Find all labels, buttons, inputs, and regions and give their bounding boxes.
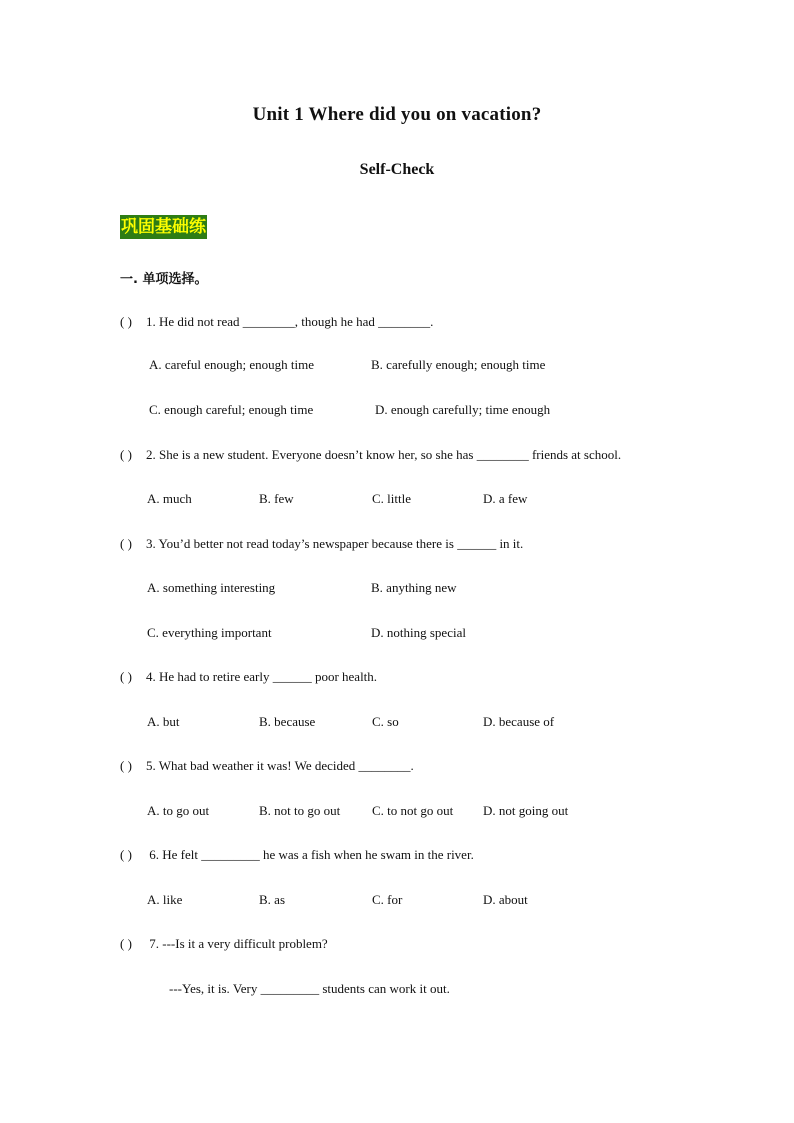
question-1	[120, 314, 433, 330]
option-d: D. because of	[483, 714, 555, 729]
option-a: A. careful enough; enough time	[149, 357, 314, 372]
option-a: A. but	[147, 714, 180, 729]
question-text: 6. He felt	[146, 847, 202, 862]
answer-paren[interactable]: ( )	[120, 314, 132, 329]
option-d: D. enough carefully; time enough	[375, 402, 551, 417]
option-d: D. a few	[483, 491, 528, 506]
option-b: B. as	[259, 892, 285, 907]
answer-blank: ________	[378, 314, 431, 329]
question-text: 3. You’d better not read today’s newspaper because there is	[146, 536, 458, 551]
option-d: D. not going out	[483, 803, 569, 818]
option-d: D. about	[483, 892, 528, 907]
answer-paren[interactable]: ( )	[120, 447, 132, 462]
question-text: ---Yes, it is. Very	[169, 981, 261, 996]
question-text: in it.	[496, 536, 524, 551]
answer-paren[interactable]: ( )	[120, 847, 132, 862]
option-a: A. something interesting	[147, 580, 276, 595]
option-c: C. to not go out	[372, 803, 454, 818]
answer-blank: ______	[457, 536, 497, 551]
option-b: B. carefully enough; enough time	[371, 357, 546, 372]
answer-paren[interactable]: ( )	[120, 936, 132, 951]
answer-blank: ________	[476, 447, 529, 462]
question-text: 7. ---Is it a very difficult problem?	[146, 936, 328, 951]
section-badge: 巩固基础练	[121, 217, 206, 237]
answer-paren[interactable]: ( )	[120, 758, 132, 773]
question-5	[120, 758, 414, 774]
question-7-followup	[169, 981, 450, 997]
option-c: C. enough careful; enough time	[149, 402, 314, 417]
answer-blank: ________	[242, 314, 295, 329]
option-b: B. few	[259, 491, 294, 506]
option-a: A. to go out	[147, 803, 210, 818]
option-b: B. because	[259, 714, 316, 729]
answer-blank: _________	[201, 847, 260, 862]
option-a: A. like	[147, 892, 183, 907]
page-title: Unit 1 Where did you on vacation?	[252, 104, 542, 125]
question-text: students can work it out.	[319, 981, 450, 996]
question-2	[120, 447, 621, 463]
page-subtitle: Self-Check	[359, 161, 435, 178]
answer-blank: ______	[272, 669, 312, 684]
option-c: C. little	[372, 491, 411, 506]
question-text: .	[430, 314, 434, 329]
question-text: poor health.	[311, 669, 378, 684]
option-c: C. everything important	[147, 625, 272, 640]
question-7	[120, 936, 328, 952]
option-b: B. anything new	[371, 580, 457, 595]
question-text: 1. He did not read	[146, 314, 243, 329]
question-text: 4. He had to retire early	[146, 669, 273, 684]
answer-blank: ________	[358, 758, 411, 773]
question-text: 2. She is a new student. Everyone doesn’t know her, so she has	[146, 447, 477, 462]
question-text: friends at school.	[528, 447, 622, 462]
question-4	[120, 669, 377, 685]
answer-paren[interactable]: ( )	[120, 536, 132, 551]
section-heading: 一. 单项选择。	[120, 272, 208, 287]
question-text: 5. What bad weather it was! We decided	[146, 758, 359, 773]
option-c: C. so	[372, 714, 399, 729]
option-d: D. nothing special	[371, 625, 466, 640]
answer-paren[interactable]: ( )	[120, 669, 132, 684]
question-3	[120, 536, 523, 552]
option-c: C. for	[372, 892, 403, 907]
question-6	[120, 847, 474, 863]
answer-blank: _________	[260, 981, 320, 996]
question-text: .	[410, 758, 414, 773]
option-b: B. not to go out	[259, 803, 341, 818]
option-a: A. much	[147, 491, 192, 506]
question-text: , though he had	[294, 314, 379, 329]
question-text: he was a fish when he swam in the river.	[259, 847, 474, 862]
